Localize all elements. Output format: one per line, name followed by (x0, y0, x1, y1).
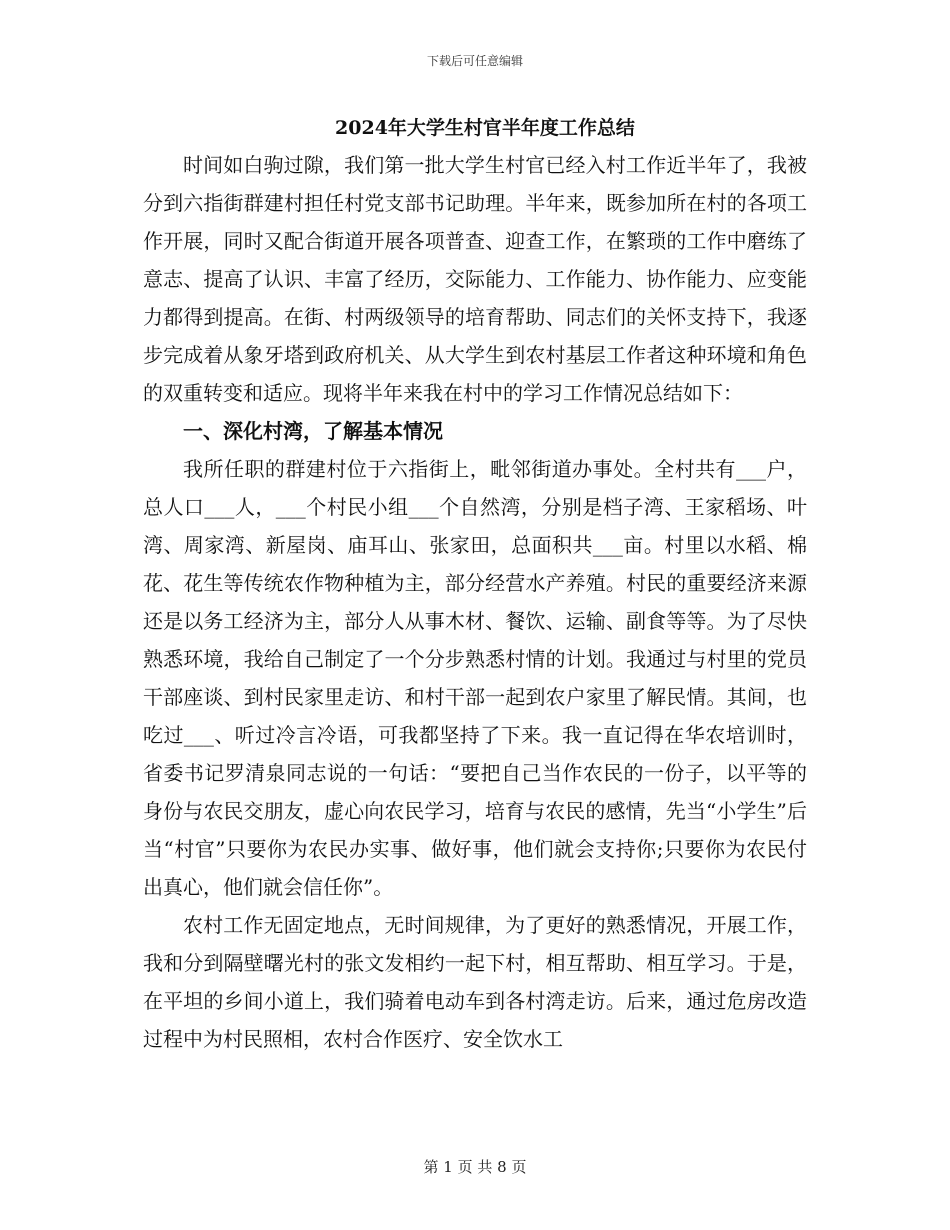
page-footer: 第 1 页 共 8 页 (423, 1158, 527, 1176)
paragraph-village-info: 我所任职的群建村位于六指街上，毗邻街道办事处。全村共有___户，总人口___人，___个村民小组___个自然湾，分别是档子湾、王家稻场、叶湾、周家湾、新屋岗、庙耳山、张家田，总面积共___亩。村里以水稻、棉花、花生等传统农作物种植为主，部分经营水产养殖。村民的重要经济来源还是以务工经济为主，部分人从事木材、餐饮、运输、副食等等。为了尽快熟悉环境，我给自己制定了一个分步熟悉村情的计划。我通过与村里的党员干部座谈、到村民家里走访、和村干部一起到农户家里了解民情。其间，也吃过___、听过冷言冷语，可我都坚持了下来。我一直记得在华农培训时，省委书记罗清泉同志说的一句话：“要把自己当作农民的一份子，以平等的身份与农民交朋友，虚心向农民学习，培育与农民的感情，先当“小学生”后当“村官”只要你为农民办实事、做好事，他们就会支持你;只要你为农民付出真心，他们就会信任你”。 (143, 457, 807, 899)
header-note: 下载后可任意编辑 (426, 54, 523, 68)
document-title: 2024年大学生村官半年度工作总结 (335, 117, 635, 139)
paragraph-fieldwork: 农村工作无固定地点，无时间规律，为了更好的熟悉情况，开展工作，我和分到隔壁曙光村的张文发相约一起下村，相互帮助、相互学习。于是，在平坦的乡间小道上，我们骑着电动车到各村湾走访。后来，通过危房改造过程中为村民照相，农村合作医疗、安全饮水工 (143, 913, 807, 1051)
paragraph-intro: 时间如白驹过隙，我们第一批大学生村官已经入村工作近半年了，我被分到六指街群建村担任村党支部书记助理。半年来，既参加所在村的各项工作开展，同时又配合街道开展各项普查、迎查工作，在繁琐的工作中磨练了意志、提高了认识、丰富了经历，交际能力、工作能力、协作能力、应变能力都得到提高。在街、村两级领导的培育帮助、同志们的关怀支持下，我逐步完成着从象牙塔到政府机关、从大学生到农村基层工作者这种环境和角色的双重转变和适应。现将半年来我在村中的学习工作情况总结如下： (143, 153, 807, 405)
document-body (143, 110, 807, 1058)
section-heading: 一、深化村湾，了解基本情况 (183, 419, 443, 443)
